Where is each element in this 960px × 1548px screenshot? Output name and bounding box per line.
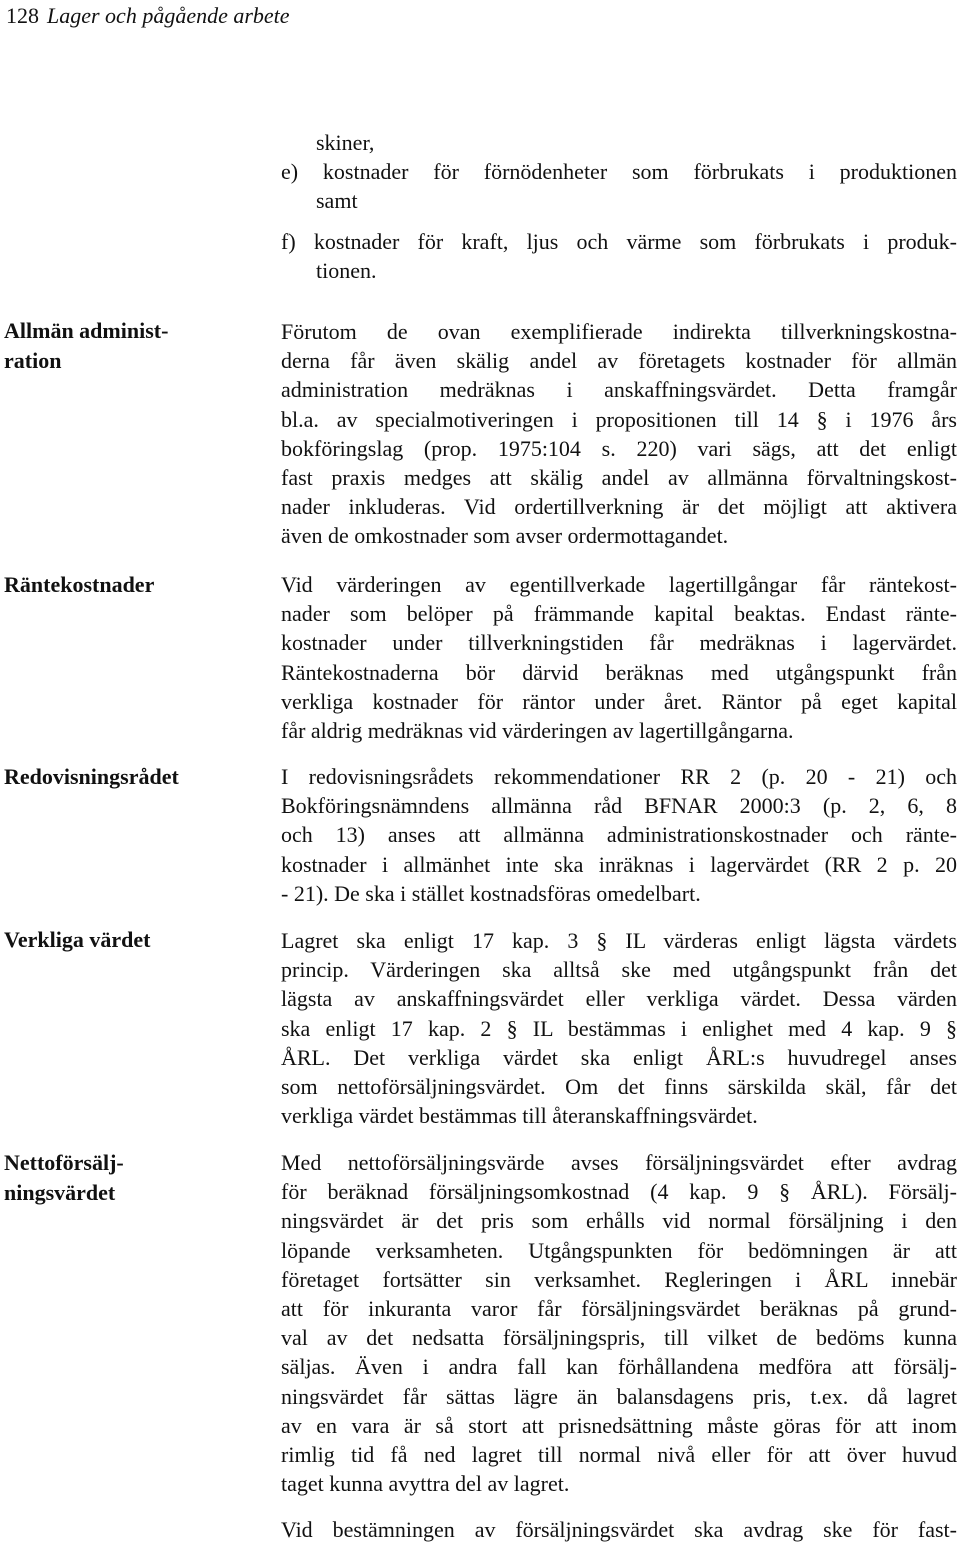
paragraph-line: Med nettoförsäljningsvärde avses försäljningsvärdet efter avdrag <box>281 1150 957 1175</box>
margin-heading-line: Verkliga värdet <box>4 927 151 952</box>
paragraph-line: nader inkluderas. Vid ordertillverkning är det möjligt att aktivera <box>281 494 957 520</box>
paragraph-line: kostnader under tillverkningstiden får medräknas i lagervärdet. <box>281 630 957 656</box>
paragraph-line: av en vara är så stort att prisnedsättning måste göras för att inom <box>281 1412 957 1438</box>
paragraph-line: säljas. Även i andra fall kan förhållandena medföra att försälj- <box>281 1354 957 1380</box>
margin-heading-allman-administration <box>4 316 234 376</box>
paragraph-line: val av det nedsatta försäljningspris, till vilket de bedöms kunna <box>281 1325 957 1351</box>
paragraph-redovisningsradet <box>281 762 957 908</box>
paragraph-line: får aldrig medräknas vid värderingen av lagertillgångarna. <box>281 718 794 744</box>
paragraph-line: verkliga värdet bestämmas till återanskaffningsvärdet. <box>281 1103 758 1129</box>
paragraph-line: även de omkostnader som avser ordermottagandet. <box>281 523 729 549</box>
paragraph-line: Vid värderingen av egentillverkade lagertillgångar får räntekost- <box>281 572 957 597</box>
paragraph-line: I redovisningsrådets rekommendationer RR 2 (p. 20 - 21) och <box>281 764 957 789</box>
list-line: samt <box>316 188 358 213</box>
paragraph-line: att för inkuranta varor får försäljningsvärdet beräknas på grund- <box>281 1296 957 1322</box>
paragraph-line: Vid bestämningen av försäljningsvärdet ska avdrag ske för fast- <box>281 1517 957 1542</box>
paragraph-line: taget kunna avyttra del av lagret. <box>281 1471 570 1497</box>
paragraph-allman-administration <box>281 317 957 551</box>
paragraph-line: och 13) anses att allmänna administrationskostnader och ränte- <box>281 822 957 848</box>
list-item-f: f) kostnader för kraft, ljus och värme som förbrukats i produk- <box>281 229 957 254</box>
paragraph-forsaljningsvardet-continued <box>281 1515 957 1544</box>
paragraph-line: Lagret ska enligt 17 kap. 3 § IL värderas enligt lägsta värdets <box>281 928 957 953</box>
margin-heading-line: Räntekostnader <box>4 572 155 597</box>
paragraph-line: princip. Värderingen ska alltså ske med utgångspunkt från det <box>281 957 957 983</box>
margin-heading-verkliga-vardet <box>4 925 234 955</box>
paragraph-line: företaget fortsätter sin verksamhet. Regleringen i ÅRL innebär <box>281 1266 957 1292</box>
paragraph-rantekostnader <box>281 570 957 745</box>
list-item-e: e) kostnader för förnödenheter som förbrukats i produktionen <box>281 159 957 184</box>
paragraph-line: ningsvärdet är det pris som erhålls vid normal försäljning i den <box>281 1208 957 1234</box>
paragraph-line: kostnader i allmänhet inte ska inräknas i lagervärdet (RR 2 p. 20 <box>281 851 957 877</box>
paragraph-line: administration medräknas i anskaffningsvärdet. Detta framgår <box>281 377 957 403</box>
paragraph-line: ska enligt 17 kap. 2 § IL bestämmas i enlighet med 4 kap. 9 § <box>281 1015 957 1041</box>
paragraph-line: verkliga kostnader för räntor under året. Räntor på eget kapital <box>281 688 957 714</box>
margin-heading-line: Allmän administ- <box>4 318 169 343</box>
paragraph-verkliga-vardet <box>281 926 957 1130</box>
margin-heading-line: Nettoförsälj- <box>4 1150 124 1175</box>
paragraph-line: ningsvärdet får sättas lägre än balansdagens pris, t.ex. då lagret <box>281 1383 957 1409</box>
paragraph-line: - 21). De ska i stället kostnadsföras omedelbart. <box>281 880 701 906</box>
margin-heading-nettoforsaljningsvardet <box>4 1148 234 1208</box>
running-title: Lager och pågående arbete <box>47 3 290 28</box>
paragraph-line: löpande verksamheten. Utgångspunkten för bedömningen är att <box>281 1237 957 1263</box>
margin-heading-line: ningsvärdet <box>4 1180 116 1205</box>
paragraph-line: derna får även skälig andel av företagets kostnader för allmän <box>281 348 957 374</box>
paragraph-line: bl.a. av specialmotiveringen i propositionen till 14 § i 1976 års <box>281 406 957 432</box>
paragraph-line: som nettoförsäljningsvärdet. Om det finns särskilda skäl, får det <box>281 1074 957 1100</box>
paragraph-line: Räntekostnaderna bör därvid beräknas med utgångspunkt från <box>281 659 957 685</box>
margin-heading-line: ration <box>4 348 62 373</box>
margin-heading-rantekostnader <box>4 570 234 600</box>
paragraph-nettoforsaljningsvardet <box>281 1148 957 1498</box>
margin-heading-line: Redovisningsrådet <box>4 764 179 789</box>
running-header <box>6 2 290 30</box>
paragraph-line: ÅRL. Det verkliga värdet ska enligt ÅRL:s huvudregel anses <box>281 1044 957 1070</box>
paragraph-line: nader som belöper på främmande kapital beaktas. Endast ränte- <box>281 601 957 627</box>
paragraph-line: för beräknad försäljningsomkostnad (4 kap. 9 § ÅRL). Försälj- <box>281 1179 957 1205</box>
margin-heading-redovisningsradet <box>4 762 234 792</box>
paragraph-line: Bokföringsnämndens allmänna råd BFNAR 2000:3 (p. 2, 6, 8 <box>281 793 957 819</box>
paragraph-line: rimlig tid få ned lagret till normal nivå eller för att över huvud <box>281 1442 957 1468</box>
paragraph-line: Förutom de ovan exemplifierade indirekta tillverkningskostna- <box>281 319 957 344</box>
paragraph-line: fast praxis medges att skälig andel av allmänna förvaltningskost- <box>281 465 957 491</box>
paragraph-line: lägsta av anskaffningsvärdet eller verkliga värdet. Dessa värden <box>281 986 957 1012</box>
list-line: skiner, <box>316 130 375 155</box>
list-line: tionen. <box>316 258 377 283</box>
enumerated-list <box>281 128 957 285</box>
page-number: 128 <box>6 3 39 28</box>
paragraph-line: bokföringslag (prop. 1975:104 s. 220) vari sägs, att det enligt <box>281 435 957 461</box>
